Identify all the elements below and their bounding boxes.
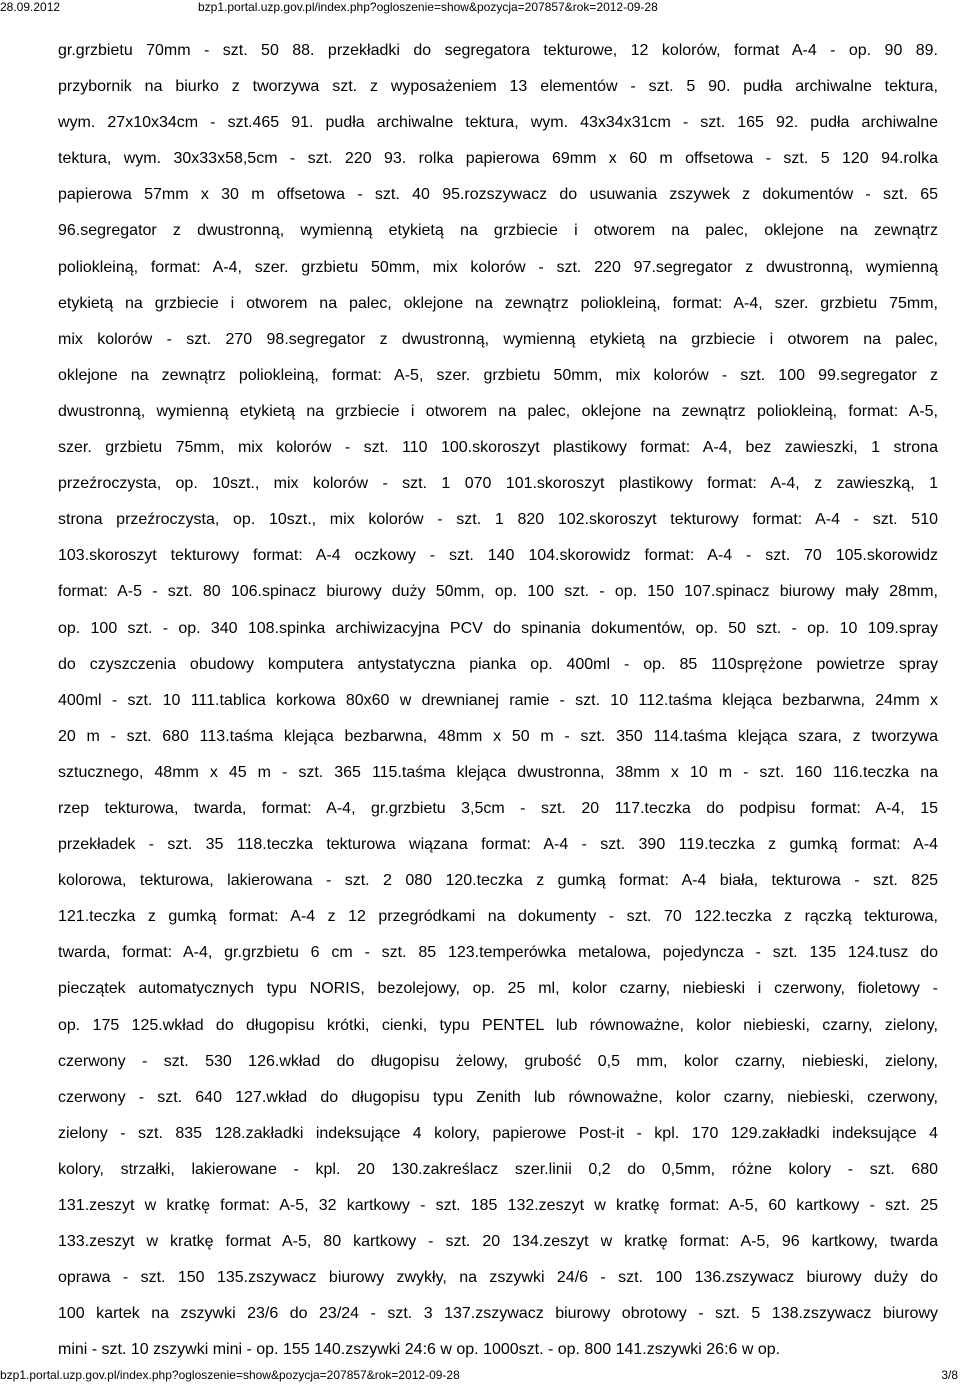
text-line: 103.skoroszyt tekturowy format: A-4 oczkowy - szt. 140 104.skorowidz format: A-4 - szt. 70 105.skorowidz — [58, 547, 938, 565]
text-line: przekładek - szt. 35 118.teczka tekturowa wiązana format: A-4 - szt. 390 119.teczka z gumką format: A-4 — [58, 836, 938, 854]
text-line: mini - szt. 10 zszywki mini - op. 155 140.zszywki 24:6 w op. 1000szt. - op. 800 141.zszywki 26:6 w op. — [58, 1341, 781, 1359]
text-line: op. 175 125.wkład do długopisu krótki, cienki, typu PENTEL lub równoważne, kolor niebieski, czarny, zielony, — [58, 1016, 938, 1034]
text-line: kolorowa, tekturowa, lakierowana - szt. 2 080 120.teczka z gumką format: A-4 biała, tekturowa - szt. 825 — [58, 872, 938, 890]
text-line: 133.zeszyt w kratkę format A-5, 80 kartkowy - szt. 20 134.zeszyt w kratkę format: A-5, 96 kartkowy, twarda — [58, 1233, 938, 1251]
text-line: rzep tekturowa, twarda, format: A-4, gr.grzbietu 3,5cm - szt. 20 117.teczka do podpisu format: A-4, 15 — [58, 799, 938, 817]
text-line: szer. grzbietu 75mm, mix kolorów - szt. 110 100.skoroszyt plastikowy format: A-4, bez zawieszki, 1 strona — [58, 439, 938, 457]
text-line: oklejone na zewnątrz poliokleiną, format: A-5, szer. grzbietu 50mm, mix kolorów - szt. 100 99.segregator z — [58, 366, 938, 384]
text-line: oprawa - szt. 150 135.zszywacz biurowy zwykły, na zszywki 24/6 - szt. 100 136.zszywacz biurowy duży do — [58, 1269, 938, 1287]
text-line: gr.grzbietu 70mm - szt. 50 88. przekładki do segregatora tekturowe, 12 kolorów, format A-4 - op. 90 89. — [58, 42, 938, 59]
text-line: kolory, strzałki, lakierowane - kpl. 20 130.zakreślacz szer.linii 0,2 do 0,5mm, różne kolory - szt. 680 — [58, 1160, 938, 1178]
text-line: 100 kartek na zszywki 23/6 do 23/24 - szt. 3 137.zszywacz biurowy obrotowy - szt. 5 138.zszywacz biurowy — [58, 1305, 938, 1323]
page-number: 3/8 — [941, 1368, 958, 1382]
text-line: op. 100 szt. - op. 340 108.spinka archiwizacyjna PCV do spinania dokumentów, op. 50 szt. - op. 10 109.spray — [58, 619, 938, 637]
text-line: mix kolorów - szt. 270 98.segregator z dwustronną, wymienną etykietą na grzbiecie i otworem na palec, — [58, 330, 938, 348]
text-line: dwustronną, wymienną etykietą na grzbiecie i otworem na palec, oklejone na zewnątrz poliokleiną, format: A-5, — [58, 402, 938, 420]
text-line: 96.segregator z dwustronną, wymienną etykietą na grzbiecie i otworem na palec, oklejone na zewnątrz — [58, 222, 938, 240]
text-line: zielony - szt. 835 128.zakładki indeksujące 4 kolory, papierowe Post-it - kpl. 170 129.zakładki indeksujące 4 — [58, 1124, 938, 1142]
document-body — [58, 33, 938, 1368]
text-line: twarda, format: A-4, gr.grzbietu 6 cm - szt. 85 123.temperówka metalowa, pojedyncza - szt. 135 124.tusz do — [58, 944, 938, 962]
text-line: tektura, wym. 30x33x58,5cm - szt. 220 93. rolka papierowa 69mm x 60 m offsetowa - szt. 5 120 94.rolka — [58, 150, 938, 168]
text-line: przeźroczysta, op. 10szt., mix kolorów - szt. 1 070 101.skoroszyt plastikowy format: A-4, z zawieszką, 1 — [58, 475, 938, 493]
text-line: 131.zeszyt w kratkę format: A-5, 32 kartkowy - szt. 185 132.zeszyt w kratkę format: A-5, 60 kartkowy - szt. 25 — [58, 1197, 938, 1214]
text-line: do czyszczenia obudowy komputera antystatyczna pianka op. 400ml - op. 85 110sprężone powietrze spray — [58, 655, 938, 673]
text-line: poliokleiną, format: A-4, szer. grzbietu 50mm, mix kolorów - szt. 220 97.segregator z dwustronną, wymienną — [58, 258, 938, 276]
text-line: wym. 27x10x34cm - szt.465 91. pudła archiwalne tektura, wym. 43x34x31cm - szt. 165 92. pudła archiwalne — [58, 114, 938, 132]
text-line: 20 m - szt. 680 113.taśma klejąca bezbarwna, 48mm x 50 m - szt. 350 114.taśma klejąca szara, z tworzywa — [58, 727, 938, 745]
text-line: pieczątek automatycznych typu NORIS, bezolejowy, op. 25 ml, kolor czarny, niebieski i czerwony, fioletowy - — [58, 980, 938, 998]
text-line: papierowa 57mm x 30 m offsetowa - szt. 40 95.rozszywacz do usuwania zszywek z dokumentów - szt. 65 — [58, 186, 938, 204]
footer-url: bzp1.portal.uzp.gov.pl/index.php?ogloszenie=show&pozycja=207857&rok=2012-09-28 — [0, 1368, 460, 1382]
text-line: format: A-5 - szt. 80 106.spinacz biurowy duży 50mm, op. 100 szt. - op. 150 107.spinacz biurowy mały 28mm, — [58, 583, 938, 601]
text-line: etykietą na grzbiecie i otworem na palec, oklejone na zewnątrz poliokleiną, format: A-4, szer. grzbietu 75mm, — [58, 294, 938, 312]
header-url: bzp1.portal.uzp.gov.pl/index.php?ogloszenie=show&pozycja=207857&rok=2012-09-28 — [198, 0, 658, 14]
text-line: 400ml - szt. 10 111.tablica korkowa 80x60 w drewnianej ramie - szt. 10 112.taśma klejąca bezbarwna, 24mm x — [58, 691, 938, 709]
text-line: sztucznego, 48mm x 45 m - szt. 365 115.taśma klejąca dwustronna, 38mm x 10 m - szt. 160 116.teczka na — [58, 763, 938, 781]
text-line: strona przeźroczysta, op. 10szt., mix kolorów - szt. 1 820 102.skoroszyt tekturowy format: A-4 - szt. 510 — [58, 511, 938, 529]
text-line: 121.teczka z gumką format: A-4 z 12 przegródkami na dokumenty - szt. 70 122.teczka z rączką tekturowa, — [58, 908, 938, 926]
text-line: czerwony - szt. 530 126.wkład do długopisu żelowy, grubość 0,5 mm, kolor czarny, niebieski, zielony, — [58, 1052, 938, 1070]
header-date: 28.09.2012 — [0, 0, 61, 14]
text-line: czerwony - szt. 640 127.wkład do długopisu typu Zenith lub równoważne, kolor czarny, niebieski, czerwony, — [58, 1088, 938, 1106]
text-line: przybornik na biurko z tworzywa szt. z wyposażeniem 13 elementów - szt. 5 90. pudła archiwalne tektura, — [58, 78, 938, 96]
